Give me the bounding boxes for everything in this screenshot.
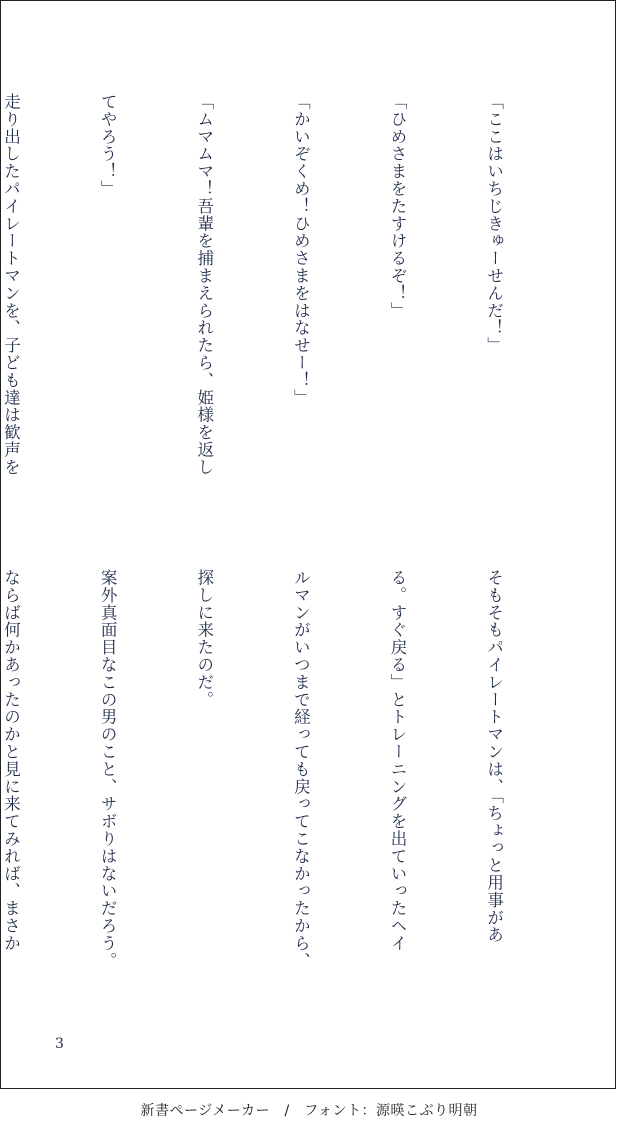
text-block-lower (0, 569, 574, 1009)
text-line: てやろう！」 (98, 93, 118, 198)
page-number: 3 (55, 1036, 64, 1052)
text-line: 走り出したパイレートマンを、子ども達は歓声を (1, 93, 21, 476)
text-line: そもそもパイレートマンは、「ちょっと用事があ (484, 569, 504, 944)
text-line: 「ひめさまをたすけるぞ！」 (387, 93, 407, 320)
text-block-upper (0, 93, 574, 533)
text-line: 案外真面目なこの男のこと、サボりはないだろう。 (98, 569, 118, 970)
text-line: ならば何かあったのかと見に来てみれば、まさか (1, 569, 21, 952)
text-line: 「かいぞくめ！ひめさまをはなせー！」 (291, 93, 311, 407)
text-line: る。すぐ戻る」とトレーニングを出ていったヘイ (387, 569, 407, 952)
footer-credit: 新書ページメーカー / フォント：源暎こぶり明朝 (140, 1103, 478, 1119)
text-line: 探しに来たのだ。 (194, 569, 214, 709)
text-line: 「ムマムマ！吾輩を捕まえられたら、姫様を返し (194, 93, 214, 476)
text-line: ルマンがいつまで経っても戻ってこなかったから、 (291, 569, 311, 970)
text-line: 「ここはいちじきゅーせんだ！」 (484, 93, 504, 354)
